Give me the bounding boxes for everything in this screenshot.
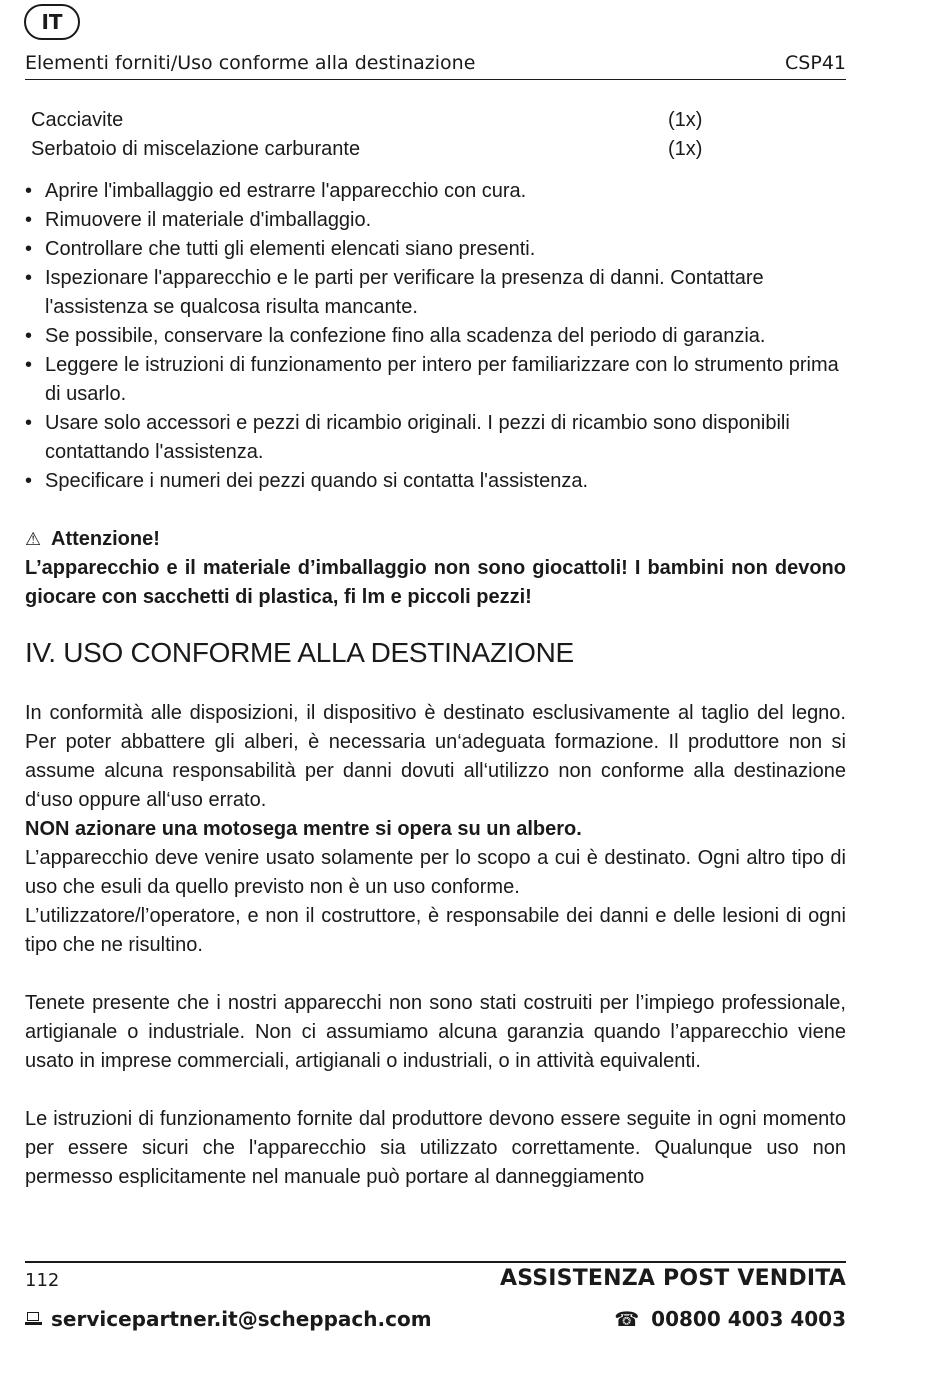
item-quantity: (1x) <box>668 138 703 160</box>
email-contact <box>25 1307 432 1331</box>
warning-text: L’apparecchio e il materiale d’imballaggio non sono giocattoli! I bambini non devono giocare con sacchetti di plastica, fi lm e piccoli pezzi! <box>25 557 846 608</box>
list-item <box>25 135 846 164</box>
list-item: • Rimuovere il materiale d'imballaggio. <box>25 206 846 235</box>
phone-contact <box>614 1307 846 1331</box>
bullet-icon: • <box>25 180 33 202</box>
bullet-icon: • <box>25 267 33 289</box>
list-item: • Usare solo accessori e pezzi di ricambio originali. I pezzi di ricambio sono disponibili contattando l'assistenza. <box>25 409 846 467</box>
list-item: • Leggere le istruzioni di funzionamento per intero per familiarizzare con lo strumento prima di usarlo. <box>25 351 846 409</box>
page-header <box>25 50 846 76</box>
contact-row <box>25 1304 846 1334</box>
email-address[interactable]: servicepartner.it@scheppach.com <box>51 1307 432 1331</box>
list-item: • Se possibile, conservare la confezione fino alla scadenza del periodo di garanzia. <box>25 322 846 351</box>
bullet-icon: • <box>25 325 33 347</box>
header-section-title: Elementi forniti/Uso conforme alla destinazione <box>25 52 476 74</box>
bullet-icon: • <box>25 238 33 260</box>
phone-number[interactable]: 00800 4003 4003 <box>651 1307 846 1331</box>
section-heading: IV. USO CONFORME ALLA DESTINAZIONE <box>25 637 574 668</box>
bullet-icon: • <box>25 412 33 434</box>
paragraph: L’apparecchio deve venire usato solamente per lo scopo a cui è destinato. Ogni altro tipo di uso che esuli da quello previsto non è un uso conforme. <box>25 847 846 898</box>
paragraph: In conformità alle disposizioni, il dispositivo è destinato esclusivamente al taglio del legno. Per poter abbattere gli alberi, è necessaria un‘adeguata formazione. Il produttore non si assume alcuna responsabilità per danni dovuti all‘utilizzo non conforme alla destinazione d‘uso oppure all‘uso errato. <box>25 702 846 811</box>
list-item <box>25 106 846 135</box>
list-item: • Ispezionare l'apparecchio e le parti per verificare la presenza di danni. Contattare l'assistenza se qualcosa risulta mancante. <box>25 264 846 322</box>
bullet-icon: • <box>25 470 33 492</box>
laptop-icon <box>25 1312 43 1326</box>
list-item: • Aprire l'imballaggio ed estrarre l'apparecchio con cura. <box>25 177 846 206</box>
list-item: • Controllare che tutti gli elementi elencati siano presenti. <box>25 235 846 264</box>
list-item: • Specificare i numeri dei pezzi quando si contatta l'assistenza. <box>25 467 846 496</box>
bullet-icon: • <box>25 354 33 376</box>
page-number: 112 <box>25 1270 60 1291</box>
phone-icon: ☎ <box>614 1307 640 1331</box>
supplied-items-list <box>25 106 846 164</box>
item-name: Cacciavite <box>31 109 124 131</box>
paragraph: Tenete presente che i nostri apparecchi non sono stati costruiti per l’impiego professionale, artigianale o industriale. Non ci assumiamo alcuna garanzia quando l’apparecchio viene usato in imprese commerciali, artigianali o industriali, o in attività equivalenti. <box>25 992 846 1072</box>
language-badge: IT <box>24 4 80 40</box>
bullet-icon: • <box>25 209 33 231</box>
item-name: Serbatoio di miscelazione carburante <box>31 138 361 160</box>
warning-block <box>25 525 846 612</box>
warning-title-text: Attenzione! <box>51 528 160 550</box>
header-divider <box>25 79 846 80</box>
paragraph: L’utilizzatore/l’operatore, e non il costruttore, è responsabile dei danni e delle lesioni di ogni tipo che ne risultino. <box>25 905 846 956</box>
item-quantity: (1x) <box>668 109 703 131</box>
paragraph: Le istruzioni di funzionamento fornite dal produttore devono essere seguite in ogni momento per essere sicuri che l'apparecchio sia utilizzato correttamente. Qualunque uso non permesso esplicitamente nel manuale può portare al danneggiamento <box>25 1108 846 1188</box>
bold-warning-paragraph: NON azionare una motosega mentre si opera su un albero. <box>25 818 582 840</box>
instructions-list <box>25 177 846 496</box>
warning-title <box>25 525 846 554</box>
service-title: ASSISTENZA POST VENDITA <box>499 1266 846 1291</box>
main-content <box>25 106 846 1192</box>
warning-triangle-icon: ⚠ <box>25 529 42 550</box>
header-model: CSP41 <box>785 52 846 74</box>
footer-divider <box>25 1261 846 1263</box>
